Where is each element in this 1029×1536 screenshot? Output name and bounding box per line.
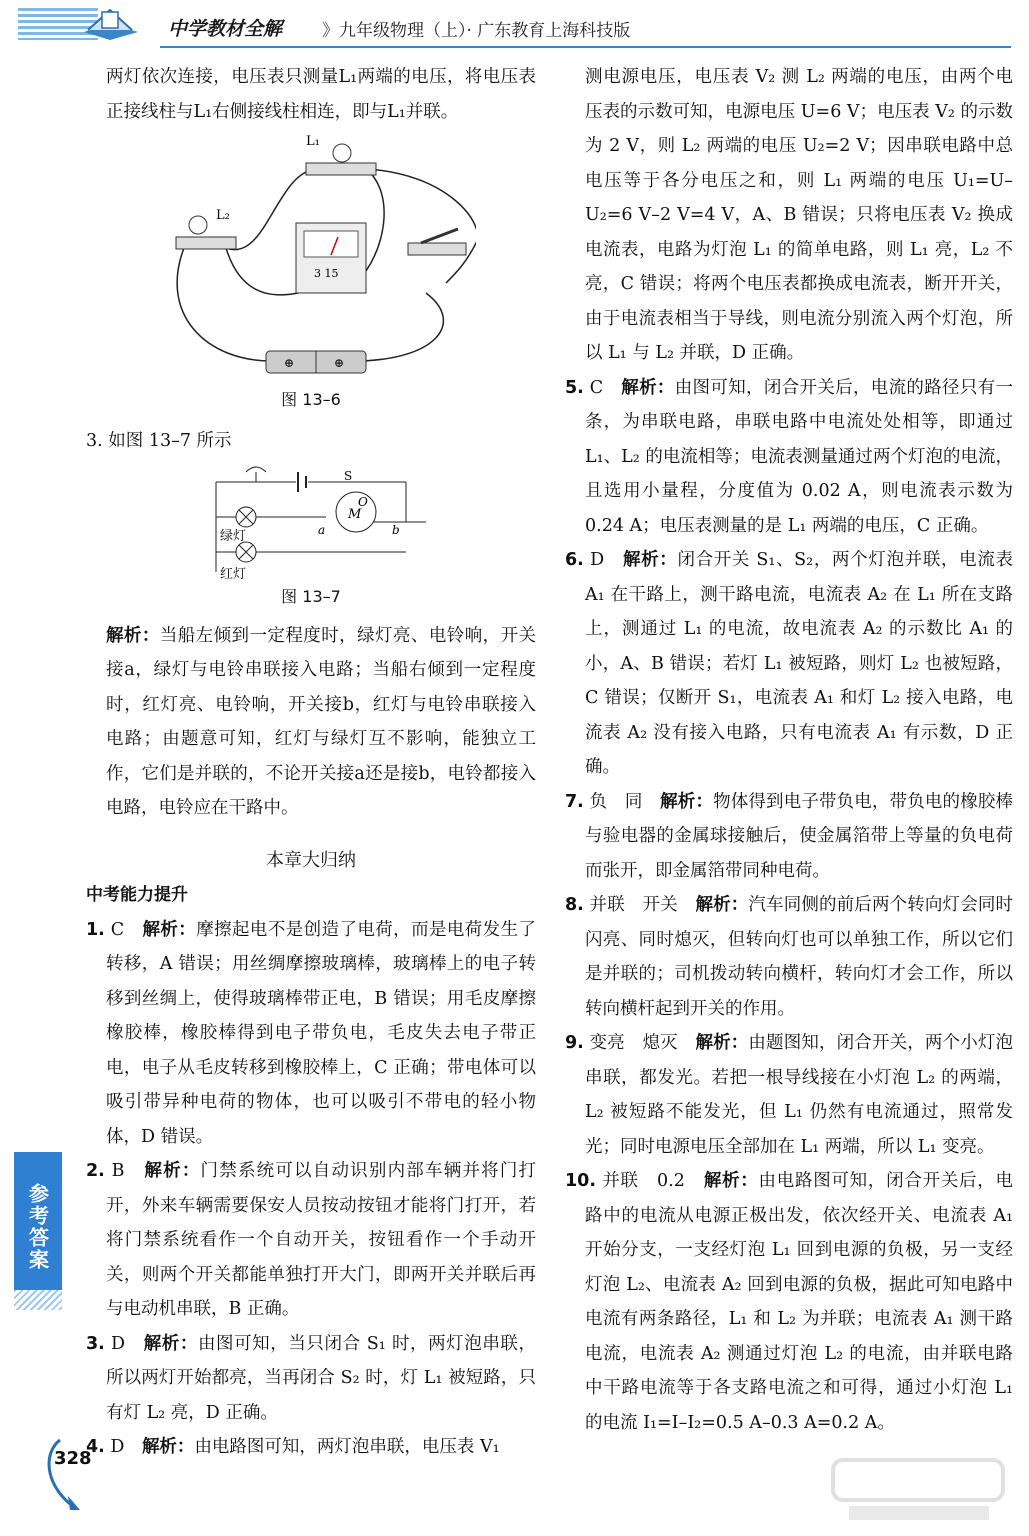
right-answer-list [565,371,1013,1441]
page-header [0,0,1029,50]
answer-item: 8. 并联 开关 解析：汽车同侧的前后两个转向灯会同时闪亮、同时熄灭，但转向灯也可以单独工作，所以它们是并联的；司机拨动转向横杆，转向灯才会工作，所以转向横杆起到开关的作用。 [565,895,1014,1019]
header-rule [160,46,1011,48]
fig2-label-b: b [392,523,400,537]
svg-text:⊕: ⊕ [334,356,345,370]
analysis-text: 当船左倾到一定程度时，绿灯亮、电铃响，开关接a，绿灯与电铃串联接入电路；当船右倾到一定程度时，红灯亮、电铃响，开关接b，红灯与电铃串联接入电路；由题意可知，红灯与绿灯互不影响，能独立工作，它们是并联的，不论开关接a还是接b，电铃都接入电路，电铃应在干路中。 [106,625,537,818]
header-brand: 中学教材全解 [168,18,283,40]
figure-13-6-caption: 图 13–6 [281,390,341,409]
answer-item: 1. C 解析：摩擦起电不是创造了电荷，而是电荷发生了转移，A 错误；用丝绸摩擦玻璃棒，玻璃棒上的电子转移到丝绸上，使得玻璃棒带正电，B 错误；用毛皮摩擦橡胶棒，橡胶棒得到电子带负电，毛皮失去电子带正电，电子从毛皮转移到橡胶棒上，C 正确；带电体可以吸引带异种电荷的物体，也可以吸引不带电的轻小物体，D 错误。 [86,919,536,1147]
page-corner-swoosh [40,1432,110,1512]
analysis-paragraph [86,619,536,826]
fig2-label-a: a [318,523,326,537]
watermark-logo [829,1456,1009,1526]
section-title: 本章大归纳 [266,849,356,871]
fig1-label-l2: L₂ [216,208,230,223]
intro-text: 两灯依次连接，电压表只测量L₁两端的电压，将电压表正接线柱与L₁右侧接线柱相连，即与L₁并联。 [106,67,536,122]
fig2-label-green: 绿灯 [220,529,247,544]
answer-item: 4. D 解析：由电路图可知，两灯泡串联，电压表 V₁ [86,1437,500,1457]
subsection-title: 中考能力提升 [86,885,188,905]
continued-text: 测电源电压，电压表 V₂ 测 L₂ 两端的电压，由两个电压表的示数可知，电源电压 U=6 V；电压表 V₂ 的示数为 2 V，则 L₂ 两端的电压 U₂=2 V；因串联电路中总电压等于各分电压之和，则 L₁ 两端的电压 U₁=U–U₂=6 V–2 V=4 V，A、B 错误；只将电压表 V₂ 换成电流表，电路为灯泡 L₁ 的简单电路，则 L₁ 亮，L₂ 不亮，C 错误；将两个电压表都换成电流表，断开开关，由于电流表相当于导线，则电流分别流入两个灯泡，所以 L₁ 与 L₂ 并联，D 正确。 [585,67,1013,363]
side-tab-answers: 参考答案 [14,1152,62,1302]
answer-item: 2. B 解析：门禁系统可以自动识别内部车辆并将门打开，外来车辆需要保安人员按动按钮才能将门打开，若将门禁系统看作一个自动开关，按钮看作一个手动开关，则两个开关都能单独打开大门，即两开关并联后再与电动机串联，B 正确。 [86,1161,537,1319]
header-subtitle: 》九年级物理（上）· 广东教育上海科技版 [322,21,631,41]
figure-13-6 [146,133,476,383]
book-logo-icon [80,2,142,42]
answer-item: 3. D 解析：由图可知，当只闭合 S₁ 时，两灯泡串联，所以两灯开始都亮，当再闭合 S₂ 时，灯 L₁ 被短路，只有灯 L₂ 亮，D 正确。 [86,1333,537,1423]
page-number: 328 [54,1448,92,1469]
side-tab-stripes [14,1290,62,1310]
answer-item: 6. D 解析：闭合开关 S₁、S₂，两个灯泡并联，电流表 A₁ 在干路上，测干路电流，电流表 A₂ 在 L₁ 所在支路上，测通过 L₁ 的电流，故电流表 A₂ 的示数比 A₁ 的小，A、B 错误；若灯 L₁ 被短路，则灯 L₂ 也被短路，C 错误；仅断开 S₁，电流表 A₁ 和灯 L₂ 接入电路，电流表 A₂ 没有接入电路，只有电流表 A₁ 有示数，D 正确。 [565,550,1013,777]
answer-item: 10. 并联 0.2 解析：由电路图可知，闭合开关后，电路中的电流从电源正极出发，依次经开关、电流表 A₁ 开始分支，一支经灯泡 L₁ 回到电源的负极，另一支经灯泡 L₂、电流表 A₂ 回到电源的负极，据此可知电路中电流有两条路径，L₁ 和 L₂ 为并联；电流表 A₁ 测干路电流，电流表 A₂ 测通过灯泡 L₂ 的电流，由并联电路中干路电流等于各支路电流之和可得，通过小灯泡 L₁ 的电流 I₁=I–I₂=0.5 A–0.3 A=0.2 A。 [565,1171,1014,1433]
fig1-scale: 3 15 [314,267,339,280]
fig2-label-m: M [348,507,362,522]
analysis-label: 解析： [106,625,160,646]
figure-13-7-caption: 图 13–7 [281,587,341,606]
svg-text:⊕: ⊕ [284,356,295,370]
right-column [565,60,1013,1440]
left-answer-list [86,913,536,1465]
answer-item: 9. 变亮 熄灭 解析：由题图知，闭合开关，两个小灯泡串联，都发光。若把一根导线接在小灯泡 L₂ 的两端，L₂ 被短路不能发光，但 L₁ 仍然有电流通过，照常发光；同时电源电压全部加在 L₁ 两端，所以 L₁ 变亮。 [565,1033,1014,1157]
question-3 [86,424,536,459]
answer-item: 7. 负 同 解析：物体得到电子带负电，带负电的橡胶棒与验电器的金属球接触后，使金属箔带上等量的负电荷而张开，即金属箔带同种电荷。 [565,791,1014,881]
fig2-label-o: O [358,495,368,509]
question-3-text: 3. 如图 13–7 所示 [86,430,232,451]
answer-item: 5. C 解析：由图可知，闭合开关后，电流的路径只有一条，为串联电路，串联电路中电流处处相等，即通过 L₁、L₂ 的电流相等；电流表测量通过两个灯泡的电流，且选用小量程，分度值为 0.02 A，则电流表示数为 0.24 A；电压表测量的是 L₁ 两端的电压，C 正确。 [565,377,1014,536]
fig2-label-red: 红灯 [220,567,247,580]
left-column [86,60,536,1465]
figure-13-7 [196,462,426,580]
fig2-label-s: S [344,469,353,483]
fig1-label-l1: L₁ [306,134,320,149]
